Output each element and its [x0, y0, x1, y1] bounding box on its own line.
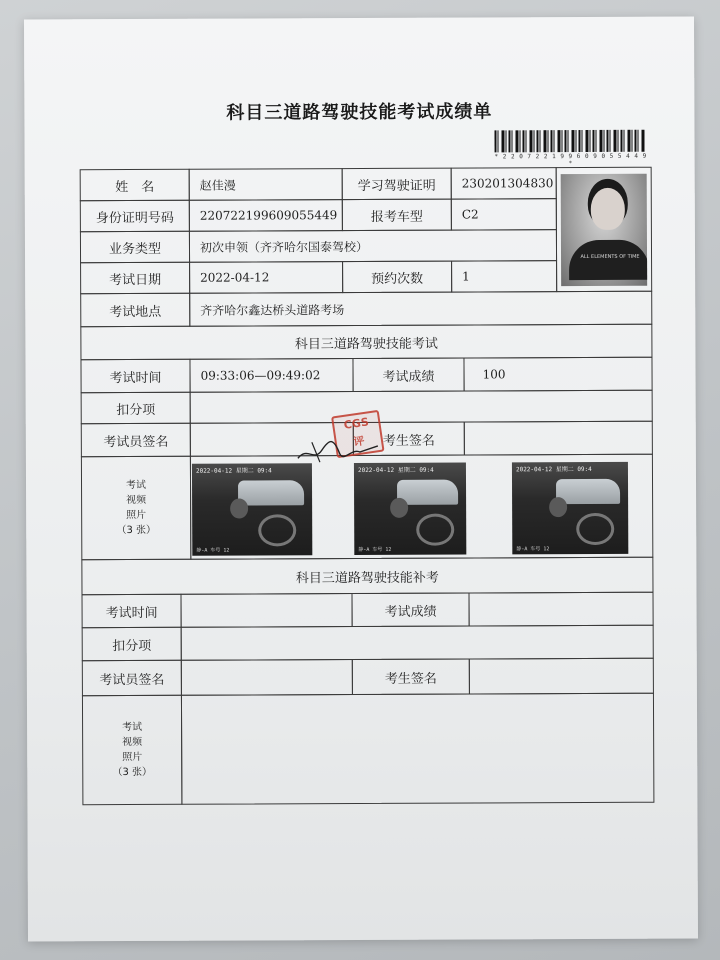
learner-permit-label: 学习驾驶证明 [342, 168, 452, 200]
business-type-value: 初次申领（齐齐哈尔国泰驾校） [189, 229, 557, 263]
barcode-text: * 2 2 0 7 2 2 1 9 9 6 0 9 0 5 5 4 4 9 * [494, 152, 647, 168]
retake-exam-time-value [180, 593, 352, 628]
retake-deductions-label: 扣分项 [82, 627, 182, 661]
main-exam-section-title: 科目三道路驾驶技能考试 [80, 324, 652, 360]
examiner-signature-label: 考试员签名 [81, 423, 191, 457]
deductions-value [190, 390, 653, 424]
retake-exam-score-value [468, 592, 653, 627]
examiner-signature [294, 428, 384, 468]
retake-deductions-value [181, 625, 654, 661]
score-sheet-paper [24, 17, 698, 942]
retake-candidate-signature-cell [469, 658, 654, 695]
exam-snapshot-1: 2022-04-12 星期二 09:4 静-A 车号 12 [192, 463, 312, 556]
id-number-label: 身份证明号码 [80, 200, 190, 232]
candidate-signature-label: 考生签名 [353, 422, 465, 456]
exam-snapshot-3: 2022-04-12 星期二 09:4 静-A 车号 12 [512, 462, 628, 555]
exam-location-value: 齐齐哈尔鑫达桥头道路考场 [189, 291, 652, 327]
name-value: 赵佳漫 [189, 168, 343, 201]
retake-examiner-signature-label: 考试员签名 [82, 660, 182, 696]
score-table [24, 17, 698, 942]
business-type-label: 业务类型 [80, 231, 190, 263]
retake-exam-score-label: 考试成绩 [351, 593, 469, 628]
exam-score-value: 100 [463, 357, 652, 392]
booking-count-value: 1 [451, 260, 557, 292]
vehicle-type-label: 报考车型 [342, 199, 452, 231]
exam-snapshot-2: 2022-04-12 星期二 09:4 静-A 车号 12 [354, 463, 466, 555]
examiner-stamp: CGS 评 [331, 410, 385, 458]
exam-date-value: 2022-04-12 [189, 261, 343, 294]
retake-examiner-signature-cell [181, 659, 353, 696]
document-title: 科目三道路驾驶技能考试成绩单 [226, 101, 493, 124]
retake-candidate-signature-label: 考生签名 [352, 659, 470, 696]
booking-count-label: 预约次数 [342, 261, 452, 293]
retake-exam-time-label: 考试时间 [82, 594, 182, 628]
retake-video-photos-label: 考试 视频 照片 （3 张） [82, 695, 182, 805]
candidate-signature-cell [464, 421, 653, 456]
exam-time-value: 09:33:06—09:49:02 [189, 358, 353, 393]
deductions-label: 扣分项 [81, 392, 191, 424]
exam-time-label: 考试时间 [80, 359, 190, 393]
learner-permit-value: 230201304830 [451, 167, 557, 199]
id-number-value: 220722199609055449 [189, 199, 343, 232]
candidate-photo-cell [556, 167, 653, 292]
vehicle-type-value: C2 [451, 198, 557, 230]
candidate-photo: ALL ELEMENTS OF TIME [561, 173, 647, 285]
retake-video-photos-cell [181, 693, 654, 805]
exam-location-label: 考试地点 [80, 293, 190, 327]
exam-score-label: 考试成绩 [352, 358, 464, 392]
name-label: 姓 名 [80, 169, 190, 201]
exam-date-label: 考试日期 [80, 262, 190, 294]
video-photos-label: 考试 视频 照片 （3 张） [81, 456, 191, 560]
retake-exam-section-title: 科目三道路驾驶技能补考 [81, 557, 653, 595]
